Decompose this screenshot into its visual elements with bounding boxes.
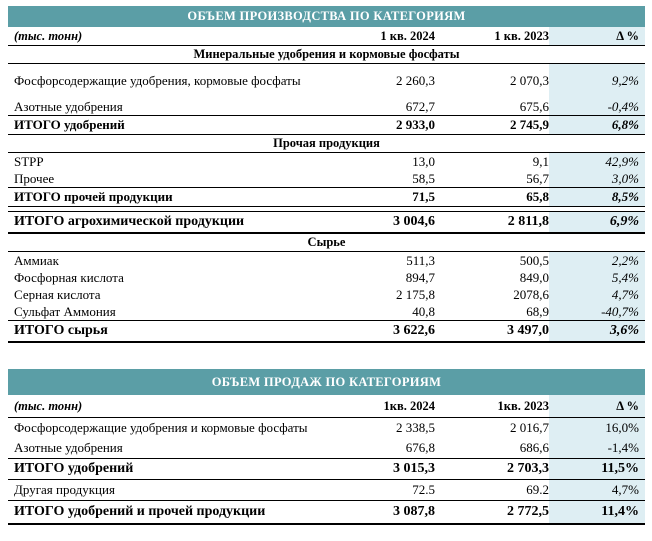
row-label: ИТОГО сырья xyxy=(14,323,108,338)
row-label: Азотные удобрения xyxy=(14,98,123,114)
row-label: Сульфат Аммония xyxy=(14,303,116,319)
row-label: ИТОГО удобрений xyxy=(14,117,125,132)
row-label: Фосфорная кислота xyxy=(14,269,124,285)
row-value-2023: 69.2 xyxy=(526,482,549,497)
table-row xyxy=(8,64,645,98)
col-header-2023: 1 кв. 2023 xyxy=(494,28,549,43)
table-row xyxy=(8,480,645,500)
total-row-fertilizers xyxy=(8,458,645,480)
row-delta: 6,9% xyxy=(549,212,645,232)
row-label: Азотные удобрения xyxy=(14,440,123,455)
row-label: Фосфорсодержащие удобрения и кормовые фосфаты xyxy=(14,420,308,435)
row-delta: 9,2% xyxy=(549,64,645,98)
row-delta: 11,5% xyxy=(549,459,645,479)
row-delta: 16,0% xyxy=(549,418,645,438)
row-value-2024: 3 622,6 xyxy=(393,323,435,338)
row-value-2023: 65,8 xyxy=(526,189,549,204)
row-value-2023: 68,9 xyxy=(526,303,549,319)
row-value-2023: 9,1 xyxy=(532,153,549,169)
sales-table xyxy=(8,369,645,525)
row-value-2023: 2 811,8 xyxy=(507,214,549,229)
table-row xyxy=(8,418,645,438)
table-row xyxy=(8,438,645,458)
row-value-2024: 58,5 xyxy=(412,170,435,186)
row-value-2024: 40,8 xyxy=(412,303,435,319)
row-label: ИТОГО прочей продукции xyxy=(14,189,173,204)
row-value-2024: 894,7 xyxy=(405,269,435,285)
col-header-delta: Δ % xyxy=(549,27,645,45)
row-value-2024: 2 338,5 xyxy=(396,420,435,435)
section-mineral-label: Минеральные удобрения и кормовые фосфаты xyxy=(193,47,460,61)
unit-label: (тыс. тонн) xyxy=(14,28,83,43)
section-raw xyxy=(8,234,645,252)
row-delta: 4,7% xyxy=(549,286,645,303)
row-value-2024: 3 004,6 xyxy=(393,214,435,229)
row-value-2023: 2 772,5 xyxy=(507,504,549,519)
production-title: ОБЪЕМ ПРОИЗВОДСТВА ПО КАТЕГОРИЯМ xyxy=(8,6,645,27)
col-header-2023: 1кв. 2023 xyxy=(497,398,549,413)
row-label: Фосфорсодержащие удобрения, кормовые фосфаты xyxy=(14,73,301,88)
col-header-2024: 1кв. 2024 xyxy=(383,398,435,413)
table-row xyxy=(8,303,645,320)
row-delta: 6,8% xyxy=(549,116,645,134)
sales-header-row xyxy=(8,395,645,418)
row-value-2024: 3 087,8 xyxy=(393,504,435,519)
row-value-2024: 3 015,3 xyxy=(393,461,435,476)
table-row xyxy=(8,153,645,170)
row-delta: 5,4% xyxy=(549,269,645,286)
sales-title: ОБЪЕМ ПРОДАЖ ПО КАТЕГОРИЯМ xyxy=(8,369,645,395)
row-delta: 3,6% xyxy=(549,321,645,341)
section-other-label: Прочая продукция xyxy=(273,136,380,150)
row-delta: 11,4% xyxy=(549,501,645,523)
row-value-2023: 2 745,9 xyxy=(510,117,549,132)
row-value-2023: 849,0 xyxy=(519,269,549,285)
row-value-2023: 2078,6 xyxy=(513,286,549,302)
row-value-2023: 500,5 xyxy=(519,252,549,268)
row-label: ИТОГО удобрений xyxy=(14,461,134,476)
row-delta: -0,4% xyxy=(549,98,645,115)
row-label: Прочее xyxy=(14,170,55,186)
row-delta: -1,4% xyxy=(549,438,645,458)
row-value-2024: 71,5 xyxy=(412,189,435,204)
row-value-2024: 72.5 xyxy=(412,482,435,497)
section-other xyxy=(8,135,645,153)
row-value-2024: 2 933,0 xyxy=(396,117,435,132)
table-row xyxy=(8,98,645,115)
row-label: ИТОГО удобрений и прочей продукции xyxy=(14,504,266,519)
total-row-raw xyxy=(8,320,645,343)
section-raw-label: Сырье xyxy=(307,235,346,249)
row-value-2024: 672,7 xyxy=(405,98,435,114)
row-value-2023: 2 703,3 xyxy=(507,461,549,476)
row-label: Аммиак xyxy=(14,252,59,268)
row-delta: 2,2% xyxy=(549,252,645,269)
row-value-2024: 511,3 xyxy=(406,252,435,268)
row-value-2023: 675,6 xyxy=(519,98,549,114)
row-value-2024: 2 260,3 xyxy=(396,73,435,88)
row-delta: 8,5% xyxy=(549,188,645,206)
row-value-2024: 2 175,8 xyxy=(396,286,435,302)
total-row-other xyxy=(8,187,645,207)
col-header-delta: Δ % xyxy=(549,395,645,417)
row-delta: 4,7% xyxy=(549,480,645,500)
row-value-2023: 3 497,0 xyxy=(507,323,549,338)
row-value-2023: 2 070,3 xyxy=(510,73,549,88)
row-label: STPP xyxy=(14,153,44,169)
row-value-2023: 2 016,7 xyxy=(510,420,549,435)
section-mineral xyxy=(8,46,645,64)
row-label: Серная кислота xyxy=(14,286,101,302)
total-row-all xyxy=(8,500,645,525)
row-value-2024: 13,0 xyxy=(412,153,435,169)
row-label: ИТОГО агрохимической продукции xyxy=(14,214,245,229)
row-delta: -40,7% xyxy=(549,303,645,320)
table-row xyxy=(8,286,645,303)
row-label: Другая продукция xyxy=(14,482,115,497)
total-row-fertilizers xyxy=(8,115,645,135)
table-row xyxy=(8,170,645,187)
production-header-row xyxy=(8,27,645,46)
row-value-2023: 686,6 xyxy=(519,440,549,455)
row-delta: 3,0% xyxy=(549,170,645,187)
table-row xyxy=(8,269,645,286)
unit-label: (тыс. тонн) xyxy=(14,398,83,413)
production-table xyxy=(8,6,645,343)
row-value-2023: 56,7 xyxy=(526,170,549,186)
row-delta: 42,9% xyxy=(549,153,645,170)
col-header-2024: 1 кв. 2024 xyxy=(380,28,435,43)
total-row-agro xyxy=(8,211,645,234)
row-value-2024: 676,8 xyxy=(405,440,435,455)
table-row xyxy=(8,252,645,269)
